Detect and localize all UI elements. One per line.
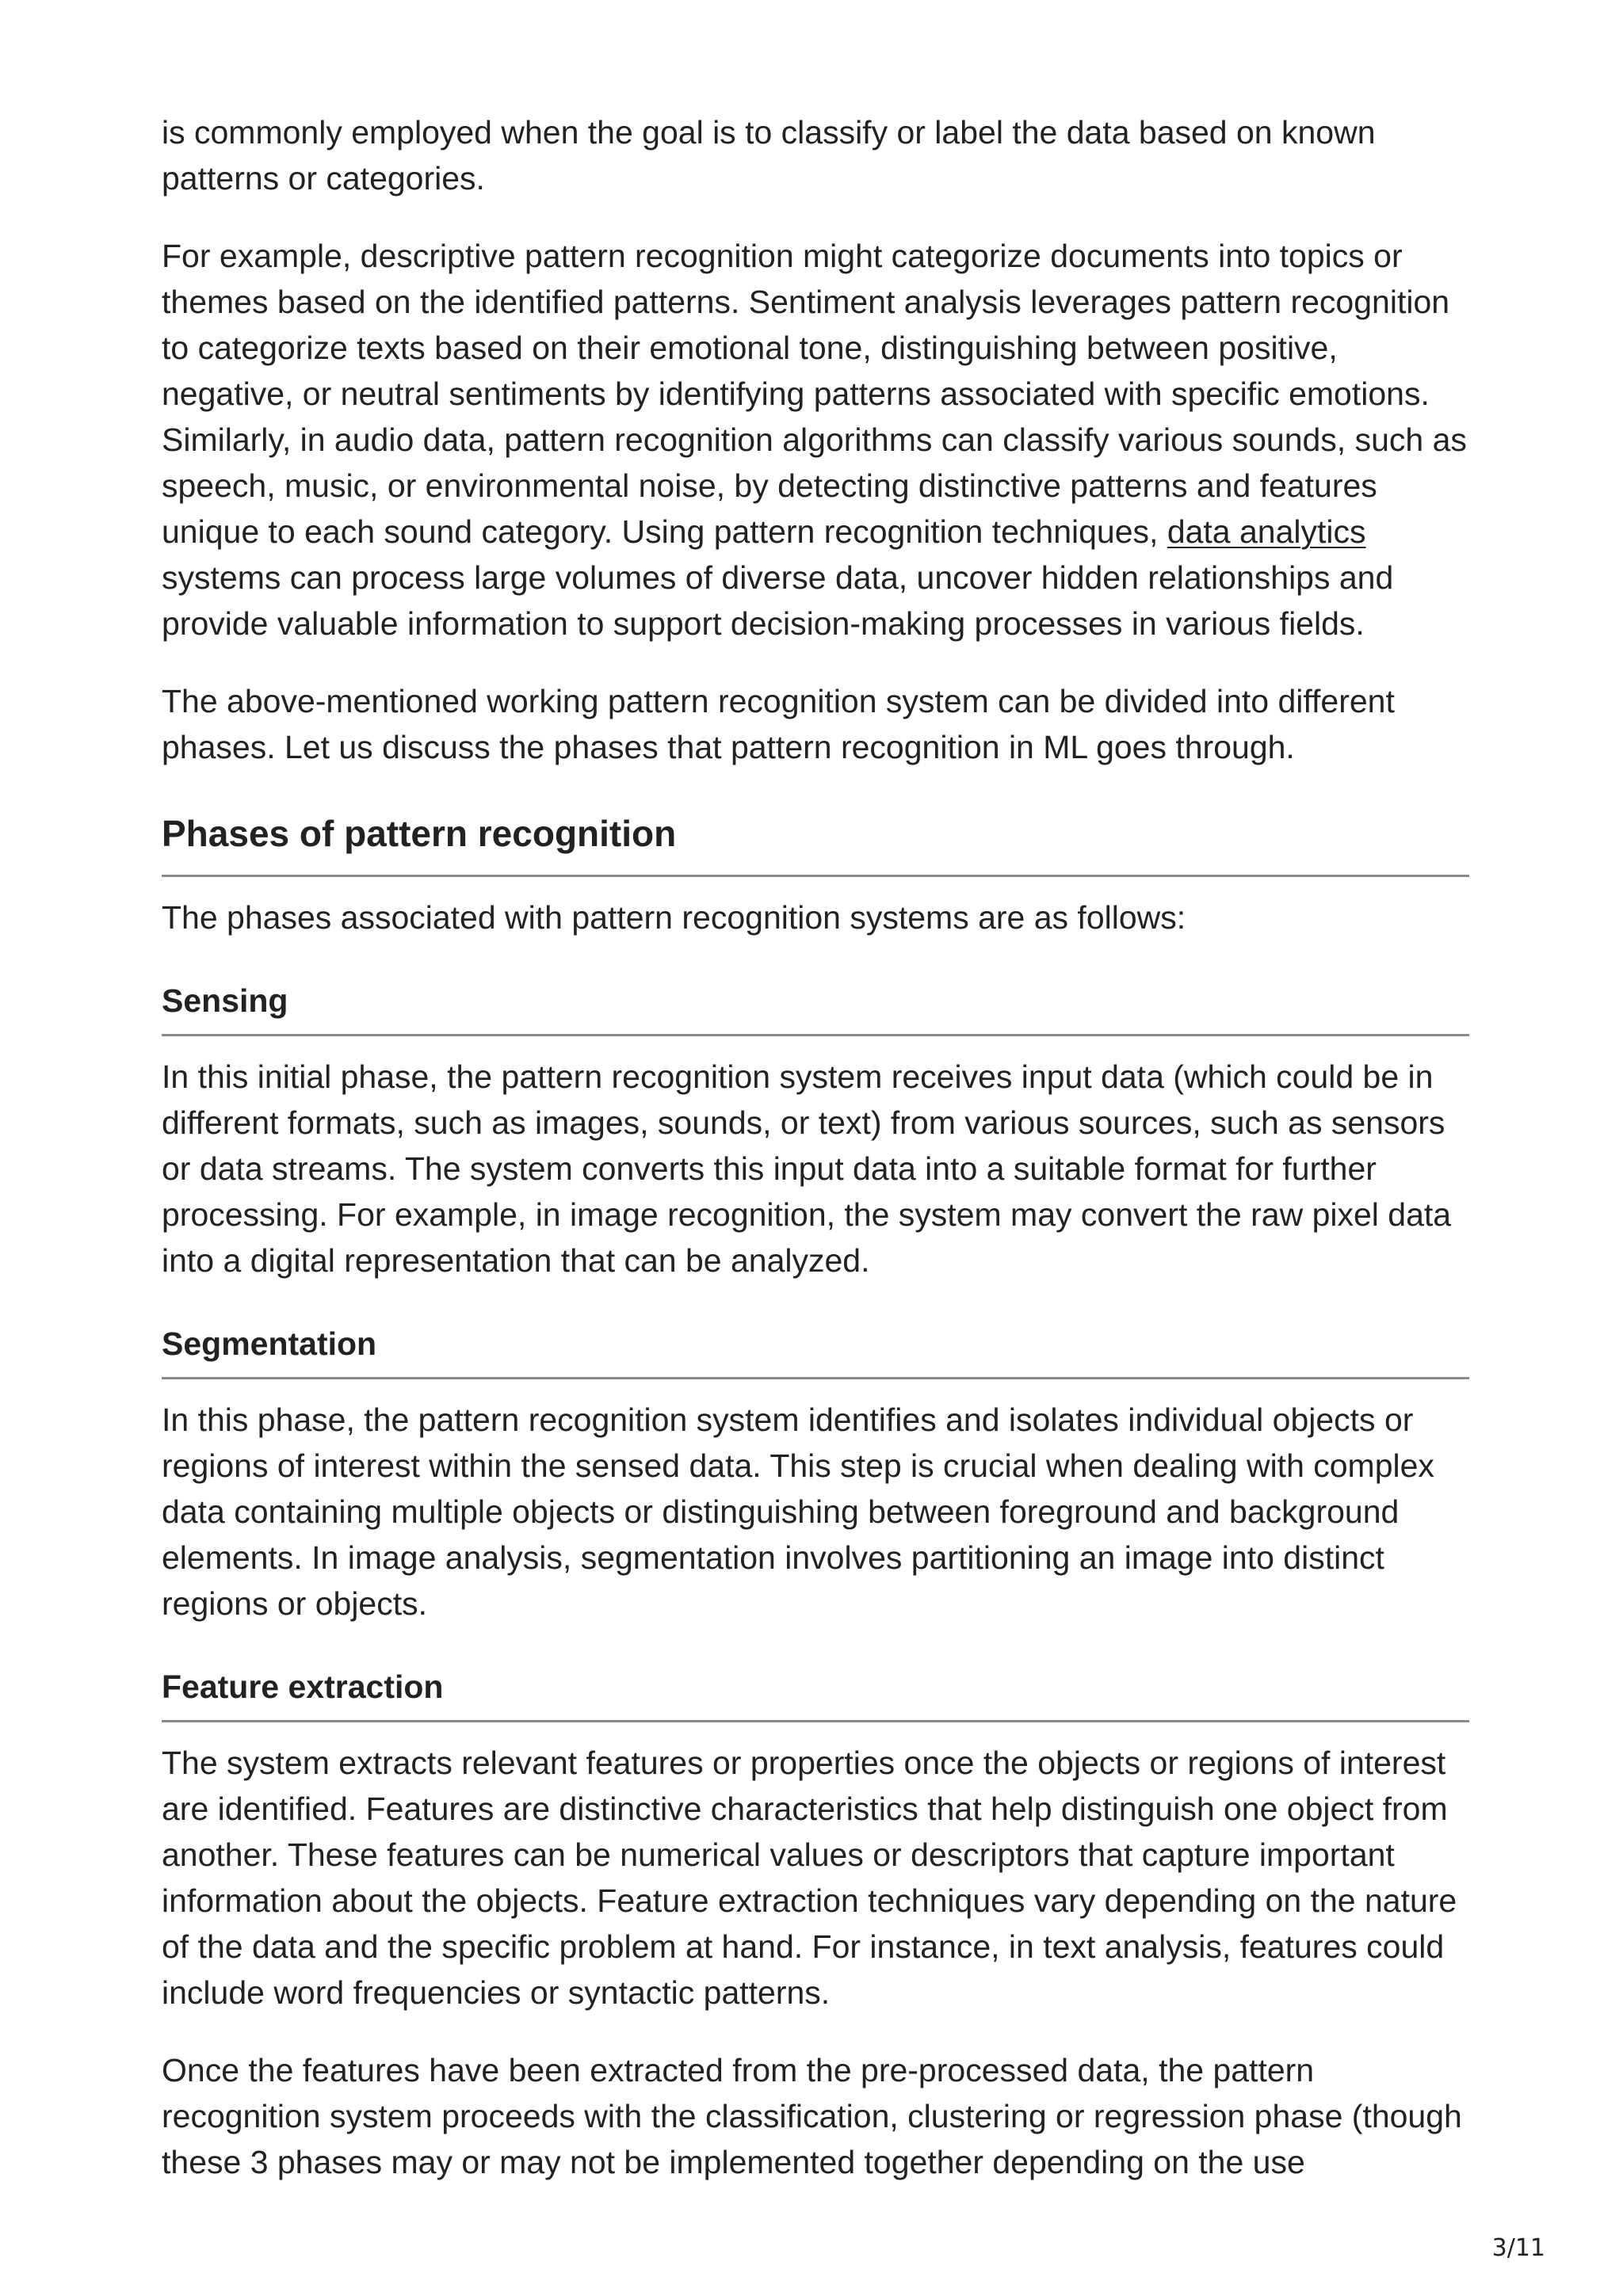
- subsection-body-feature-extraction: The system extracts relevant features or properties once the objects or regions of interest are identified. Features are distinctive characteristics that help distinguish one object from another. These features can be numerical values or descriptors that capture important information about the objects. Feature extraction techniques vary depending on the nature of the data and the specific problem at hand. For instance, in text analysis, features could include word frequencies or syntactic patterns.: [162, 1745, 1457, 2011]
- paragraph-example-text-end: systems can process large volumes of diverse data, uncover hidden relationships and provide valuable information to support decision-making processes in various fields.: [162, 559, 1394, 642]
- section-heading-phases: Phases of pattern recognition: [162, 810, 1469, 877]
- paragraph-example-text: For example, descriptive pattern recognition might categorize documents into topics or themes based on the identified patterns. Sentiment analysis leverages pattern recognition to categorize texts based on their emotional tone, distinguishing between positive, negative, or neutral sentiments by identifying patterns associated with specific emotions. Similarly, in audio data, pattern recognition algorithms can classify various sounds, such as speech, music, or environmental noise, by detecting distinctive patterns and features unique to each sound category. Using pattern recognition techniques,: [162, 238, 1467, 550]
- section-lead: The phases associated with pattern recognition systems are as follows:: [162, 899, 1186, 936]
- paragraph-phases-intro: The above-mentioned working pattern recognition system can be divided into different phases. Let us discuss the phases that pattern recognition in ML goes through.: [162, 683, 1395, 765]
- subsection-heading-feature-extraction: Feature extraction: [162, 1665, 1469, 1722]
- page-number: 3/11: [1491, 2234, 1545, 2262]
- article-body: [162, 109, 1469, 2185]
- subsection-heading-segmentation: Segmentation: [162, 1322, 1469, 1379]
- paragraph-intro-continued: is commonly employed when the goal is to classify or label the data based on known patterns or categories.: [162, 114, 1376, 196]
- paragraph-example: [162, 233, 1469, 646]
- data-analytics-link[interactable]: data analytics: [1167, 513, 1366, 550]
- subsection-body-sensing: In this initial phase, the pattern recognition system receives input data (which could be in different formats, such as images, sounds, or text) from various sources, such as sensors or data streams. The system converts this input data into a suitable format for further processing. For example, in image recognition, the system may convert the raw pixel data into a digital representation that can be analyzed.: [162, 1058, 1452, 1279]
- subsection-heading-sensing: Sensing: [162, 978, 1469, 1036]
- paragraph-feature-followup: Once the features have been extracted from the pre-processed data, the pattern recognition system proceeds with the classification, clustering or regression phase (though these 3 phases may or may not be implemented together depending on the use: [162, 2052, 1462, 2180]
- subsection-body-segmentation: In this phase, the pattern recognition system identifies and isolates individual objects or regions of interest within the sensed data. This step is crucial when dealing with complex data containing multiple objects or distinguishing between foreground and background elements. In image analysis, segmentation involves partitioning an image into distinct regions or objects.: [162, 1402, 1434, 1622]
